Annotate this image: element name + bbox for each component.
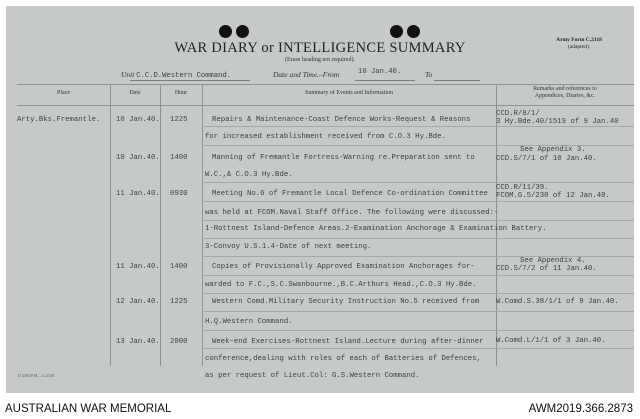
entry-date: 13 Jan.40. (116, 338, 160, 346)
column-rule (160, 84, 161, 366)
column-header-date: Date (129, 90, 141, 96)
entry-summary-line: conference,dealing with roles of each of Batteries of Defences, (205, 355, 481, 363)
entry-remark: CCD.S/7/2 of 11 Jan.40. (496, 265, 597, 273)
punch-hole (407, 25, 420, 38)
ruled-line (202, 238, 634, 239)
entry-summary-line: Manning of Fremantle Fortress-Warning re.Preparation sent to (212, 154, 475, 162)
unit-underline (130, 80, 250, 81)
ruled-line (202, 201, 634, 202)
ruled-line (202, 275, 634, 276)
entry-summary-line: W.C.,& C.O.3 Hy.Bde. (205, 171, 293, 179)
entry-place: Arty.Bks.Fremantle. (17, 116, 101, 124)
entry-hour: 1225 (170, 116, 188, 124)
column-header-place: Place (57, 90, 70, 96)
column-rule (110, 84, 111, 366)
credit-institution: AUSTRALIAN WAR MEMORIAL (5, 403, 172, 415)
punch-hole (219, 25, 232, 38)
entry-date: 10 Jan.40. (116, 154, 160, 162)
entry-summary-line: warded to F.C.,S.C.Swanbourne.,B.C.Arthurs Head.,C.O.3 Hy.Bde. (205, 281, 477, 289)
entry-date: 12 Jan.40. (116, 298, 160, 306)
entry-summary-line: Repairs & Maintenance-Coast Defence Works-Request & Reasons (212, 116, 471, 124)
column-header-hour: Hour (174, 90, 188, 96)
entry-date: 11 Jan.40. (116, 263, 160, 271)
entry-summary-line: for increased establishment received from C.O.3 Hy.Bde. (205, 133, 446, 141)
entry-summary-line: Copies of Provisionally Approved Examination Anchorages for- (212, 263, 475, 271)
from-value: 10 Jan.40. (358, 68, 402, 76)
entry-remark: CCD.R/8/1/ (496, 110, 540, 118)
entry-remark: 3 Hy.Bde.40/1519 of 9 Jan.40 (496, 118, 619, 126)
entry-summary-line: was held at FCOM.Naval Staff Office. The following were discussed:- (205, 209, 499, 217)
date-label: Date and Time.–From (273, 70, 340, 79)
to-label: To (425, 70, 433, 79)
column-header-summary: Summary of Events and Information (305, 90, 393, 96)
unit-line (121, 70, 231, 80)
ruled-line (202, 126, 634, 127)
punch-hole (236, 25, 249, 38)
print-code: D.3491/P.M.—G.4530. (18, 373, 56, 378)
entry-remark: CCD.R/11/39. (496, 184, 549, 192)
unit-value: C.C.D.Western Command. (136, 72, 232, 80)
entry-summary-line: Western Comd.Military Security Instruction No.5 received from (212, 298, 480, 306)
form-adapted: (adapted). (567, 44, 591, 50)
diary-sheet (6, 6, 634, 393)
from-underline (355, 80, 415, 81)
form-number: Army Form C.2118 (556, 37, 602, 43)
form-number-block (539, 37, 619, 51)
ruled-line (202, 330, 634, 331)
entry-remark: See Appendix 3. (520, 146, 586, 154)
ruled-line (202, 220, 634, 221)
remarks-header-line: Remarks and references to (533, 86, 597, 92)
punch-hole (390, 25, 403, 38)
entry-hour: 2000 (170, 338, 188, 346)
column-header-remarks (496, 86, 634, 100)
entry-date: 10 Jan.40. (116, 116, 160, 124)
entry-summary-line: Meeting No.6 of Fremantle Local Defence Co-ordination Committee (212, 190, 488, 198)
entry-hour: 1400 (170, 263, 188, 271)
entry-date: 11 Jan.40. (116, 190, 160, 198)
ruled-line (202, 348, 634, 349)
to-underline (434, 80, 480, 81)
credit-accession-number: AWM2019.366.2873 (528, 403, 633, 415)
ruled-line (202, 182, 634, 183)
form-title: WAR DIARY or INTELLIGENCE SUMMARY (174, 40, 466, 56)
ruled-line (202, 293, 634, 294)
entry-hour: 1400 (170, 154, 188, 162)
entry-summary-line: 1-Rottnest Island-Defence Areas.2-Examination Anchorage & Examination Battery. (205, 225, 547, 233)
entry-summary-line: Week-end Exercises-Rottnest Island.Lecture during after-dinner (212, 338, 484, 346)
remarks-header-line: Appendices, Diaries, &c. (534, 93, 596, 99)
entry-remark: W.Comd.L/1/1 of 3 Jan.40. (496, 337, 606, 345)
entry-remark: W.Comd.S.38/1/1 of 9 Jan.40. (496, 298, 619, 306)
entry-summary-line: as per request of Lieut.Col: G.S.Western Command. (205, 372, 420, 380)
unit-label: Unit (121, 70, 135, 79)
entry-hour: 0930 (170, 190, 188, 198)
entry-remark: See Appendix 4. (520, 257, 586, 265)
entry-summary-line: 3-Convoy U.S.1.4-Date of next meeting. (205, 243, 372, 251)
entry-remark: FCOM.G.5/230 of 12 Jan.40. (496, 192, 610, 200)
ruled-line (202, 311, 634, 312)
entry-summary-line: H.Q.Western Command. (205, 318, 293, 326)
entry-hour: 1225 (170, 298, 188, 306)
entry-remark: CCD.S/7/1 of 10 Jan.40. (496, 155, 597, 163)
form-subtitle: (Erase heading not required). (285, 57, 355, 63)
